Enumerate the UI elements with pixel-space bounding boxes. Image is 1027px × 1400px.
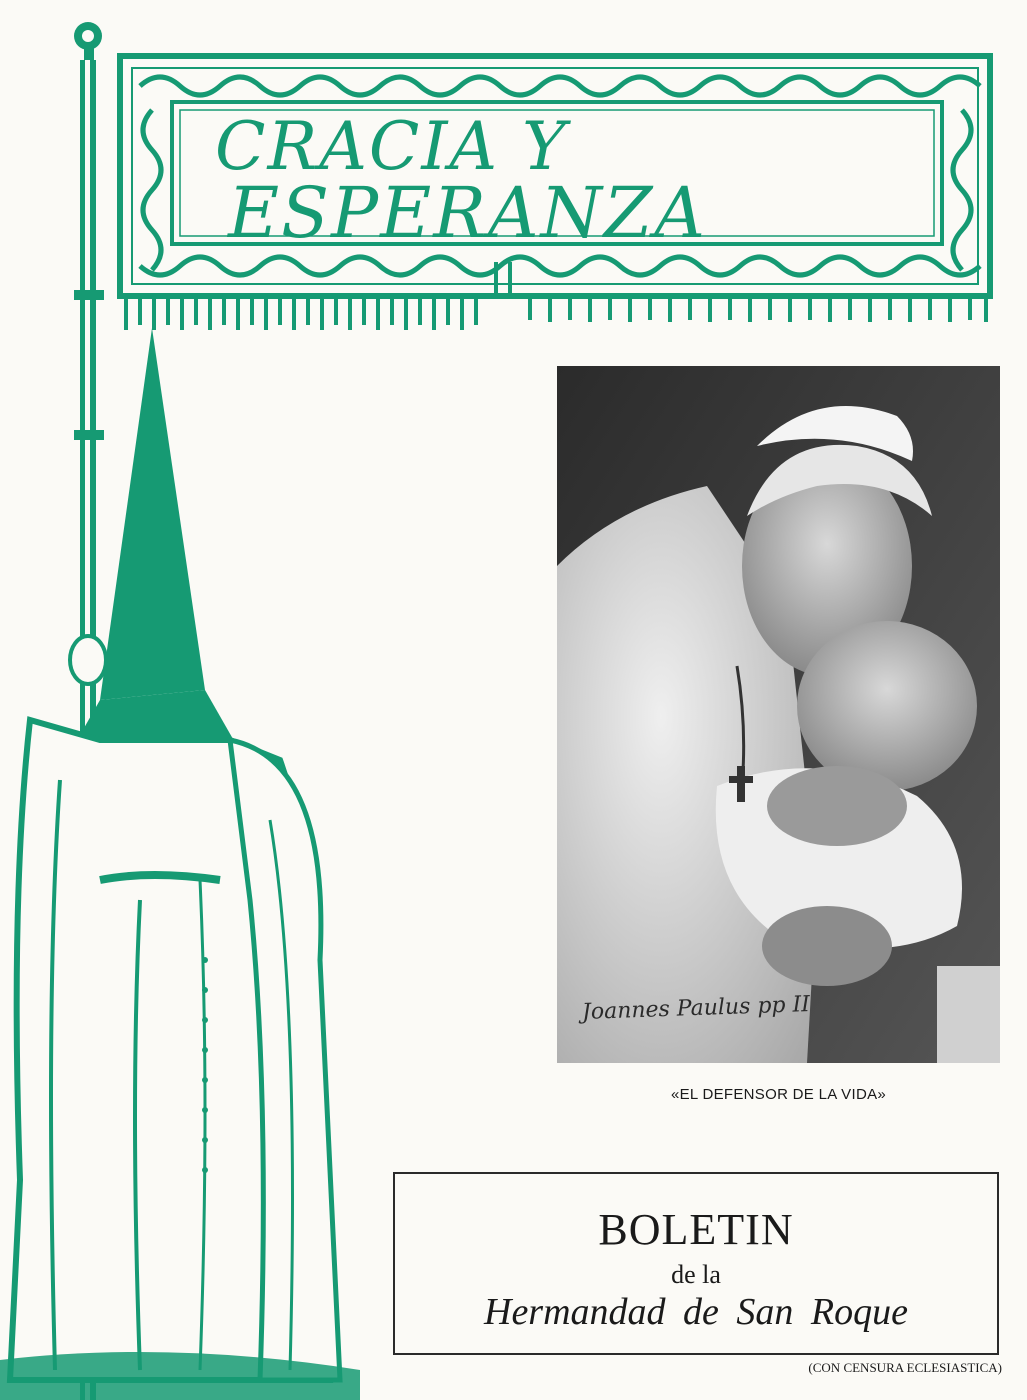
bulletin-organization: Hermandad de San Roque	[484, 1291, 908, 1333]
masthead-title-line2: ESPERANZA	[228, 172, 707, 254]
bulletin-title: BOLETIN	[598, 1205, 794, 1254]
pope-photograph	[557, 366, 1000, 1063]
masthead-title-line1: CRACIA Y	[215, 108, 568, 185]
censorship-note: (CON CENSURA ECLESIASTICA)	[808, 1360, 1002, 1375]
penitent-figure	[0, 328, 360, 1400]
photograph-image	[557, 366, 1000, 1063]
signature: Joannes Paulus pp II	[581, 992, 811, 1025]
bulletin-box	[393, 1172, 999, 1355]
photo-caption: «EL DEFENSOR DE LA VIDA»	[670, 1086, 887, 1103]
pole-finial	[74, 22, 102, 62]
bulletin-connector: de la	[671, 1260, 721, 1289]
